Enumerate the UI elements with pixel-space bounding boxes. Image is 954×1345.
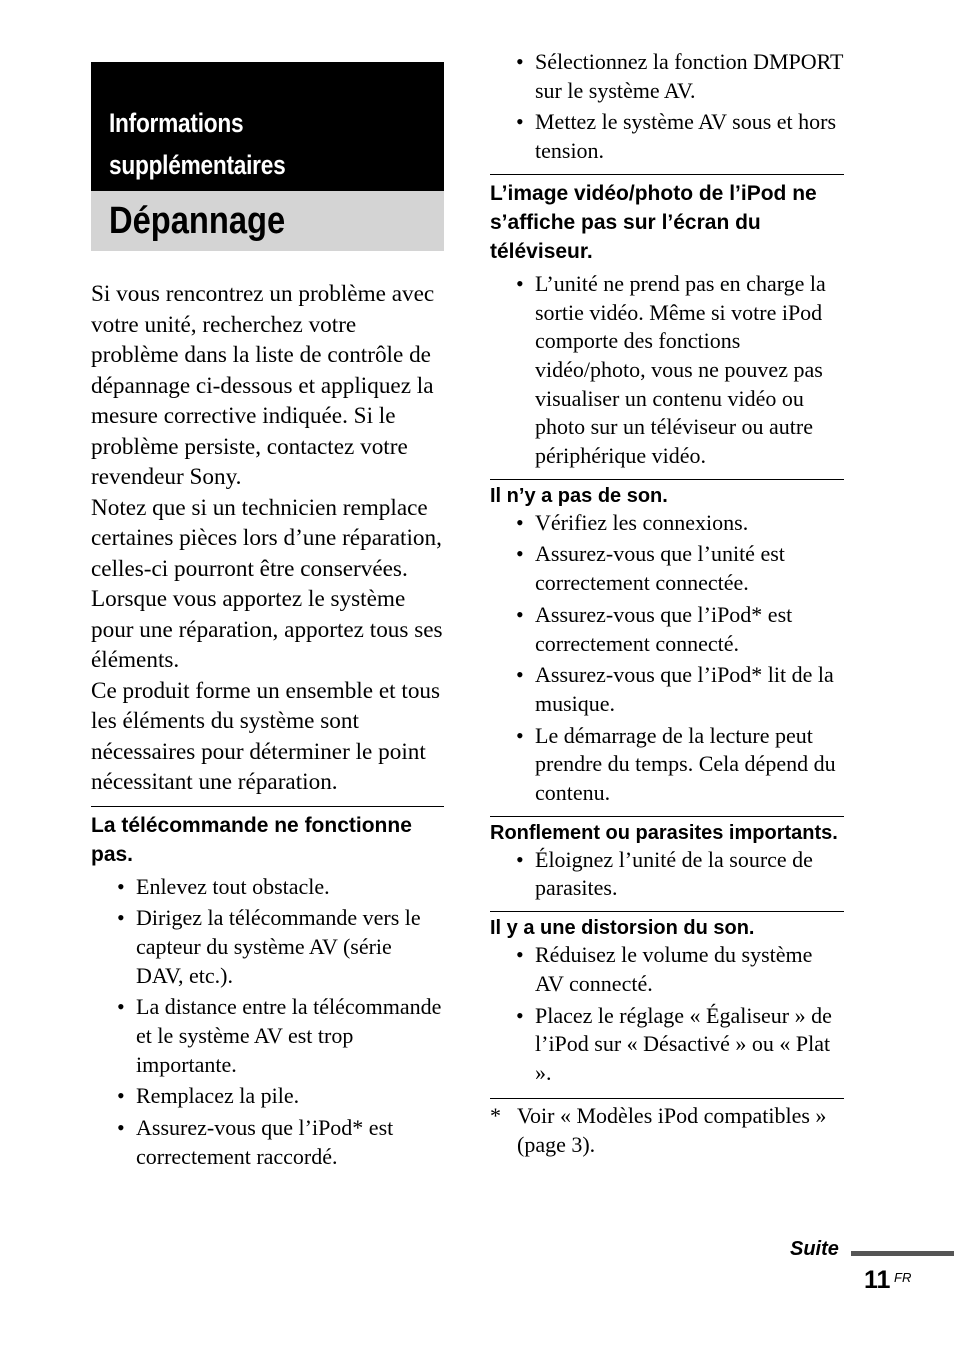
- topic-items: [490, 941, 844, 1088]
- bullet-icon: •: [516, 541, 524, 567]
- bullet-icon: •: [117, 994, 125, 1020]
- topic-video: [490, 174, 844, 471]
- bullet-icon: •: [516, 1002, 524, 1028]
- footnote: [490, 1098, 844, 1159]
- footnote-text: Voir « Modèles iPod compatibles » (page 3).: [517, 1102, 827, 1157]
- list-item: • Assurez-vous que l’iPod* est correctement raccordé.: [117, 1115, 394, 1169]
- continued-label: Suite: [790, 1238, 839, 1260]
- bullet-icon: •: [516, 601, 524, 627]
- page-title: Dépannage: [109, 200, 286, 242]
- footnote-mark: *: [490, 1102, 501, 1128]
- list-item: • Placez le réglage « Égaliseur » de l’iPod sur « Désactivé » ou « Plat ».: [516, 1002, 832, 1085]
- bullet-icon: •: [516, 49, 524, 74]
- section-header: [91, 62, 444, 191]
- continued-bar: [851, 1251, 954, 1256]
- list-item: • Dirigez la télécommande vers le capteur du système AV (série DAV, etc.).: [117, 905, 421, 988]
- topic-noise: [490, 816, 844, 903]
- page-number: 11: [864, 1266, 891, 1294]
- topic-heading: Il n’y a pas de son.: [490, 484, 668, 507]
- bullet-icon: •: [516, 509, 524, 535]
- topic-heading: Ronflement ou parasites importants.: [490, 821, 838, 844]
- topic-items: [91, 873, 444, 1172]
- list-item: • La distance entre la télécommande et le système AV est trop importante.: [117, 994, 442, 1077]
- continued-items: [490, 48, 844, 166]
- bullet-icon: •: [516, 109, 524, 135]
- topic-heading: L’image vidéo/photo de l’iPod ne s’affiche pas sur l’écran du téléviseur.: [490, 181, 817, 263]
- topic-items: [490, 509, 844, 808]
- list-item: • Enlevez tout obstacle.: [91, 873, 444, 902]
- bullet-icon: •: [117, 873, 125, 899]
- bullet-icon: •: [117, 905, 125, 931]
- list-item: • Assurez-vous que l’iPod* est correctement connecté.: [516, 601, 793, 656]
- topic-no-sound: [490, 479, 844, 808]
- intro-paragraph: Notez que si un technicien remplace certaines pièces lors d’une réparation, celles-ci pourront être conservées.: [91, 494, 442, 582]
- topic-remote: [91, 806, 444, 1172]
- list-item: • Sélectionnez la fonction DMPORT sur le système AV.: [516, 49, 844, 103]
- intro-paragraph: Si vous rencontrez un problème avec votre unité, recherchez votre problème dans la liste de contrôle de dépannage ci-dessous et appliquez la mesure corrective indiquée. Si le problème persiste, contactez votre revendeur Sony.: [91, 281, 435, 490]
- topic-heading: La télécommande ne fonctionne pas.: [91, 813, 412, 866]
- section-title-line1: Informations: [109, 108, 244, 138]
- section-title-line2: supplémentaires: [109, 150, 286, 180]
- page-language: FR: [894, 1270, 912, 1285]
- list-item: • Mettez le système AV sous et hors tension.: [516, 109, 837, 164]
- list-item: • Réduisez le volume du système AV connecté.: [516, 942, 813, 996]
- list-item: • Le démarrage de la lecture peut prendre du temps. Cela dépend du contenu.: [516, 722, 836, 806]
- topic-heading: Il y a une distorsion du son.: [490, 917, 755, 940]
- left-column: [91, 62, 444, 1175]
- list-item: • Remplacez la pile.: [91, 1082, 444, 1111]
- bullet-icon: •: [516, 846, 524, 872]
- bullet-icon: •: [516, 942, 524, 968]
- topic-items: [490, 846, 844, 903]
- list-item: • L’unité ne prend pas en charge la sortie vidéo. Même si votre iPod comporte des fonctions vidéo/photo, vous ne pouvez pas visualiser un contenu vidéo ou photo sur un téléviseur ou autre périphérique vidéo.: [516, 270, 826, 469]
- intro-paragraph: Ce produit forme un ensemble et tous les éléments du système sont nécessaires pour déterminer le point nécessitant une réparation.: [91, 677, 441, 795]
- bullet-icon: •: [117, 1115, 125, 1141]
- right-column: [490, 48, 844, 1159]
- bullet-icon: •: [516, 270, 524, 296]
- topic-distortion: [490, 911, 844, 1088]
- list-item: • Éloignez l’unité de la source de parasites.: [516, 846, 813, 901]
- list-item: • Vérifiez les connexions.: [490, 509, 844, 538]
- list-item: • Assurez-vous que l’unité est correctement connectée.: [516, 541, 785, 596]
- bullet-icon: •: [516, 662, 524, 688]
- intro-text: [91, 279, 444, 798]
- topic-items: [490, 270, 844, 471]
- intro-paragraph: Lorsque vous apportez le système pour une réparation, apportez tous ses éléments.: [91, 586, 443, 673]
- bullet-icon: •: [117, 1083, 125, 1109]
- list-item: • Assurez-vous que l’iPod* lit de la musique.: [516, 662, 834, 716]
- page-title-band: [91, 191, 444, 251]
- bullet-icon: •: [516, 722, 524, 748]
